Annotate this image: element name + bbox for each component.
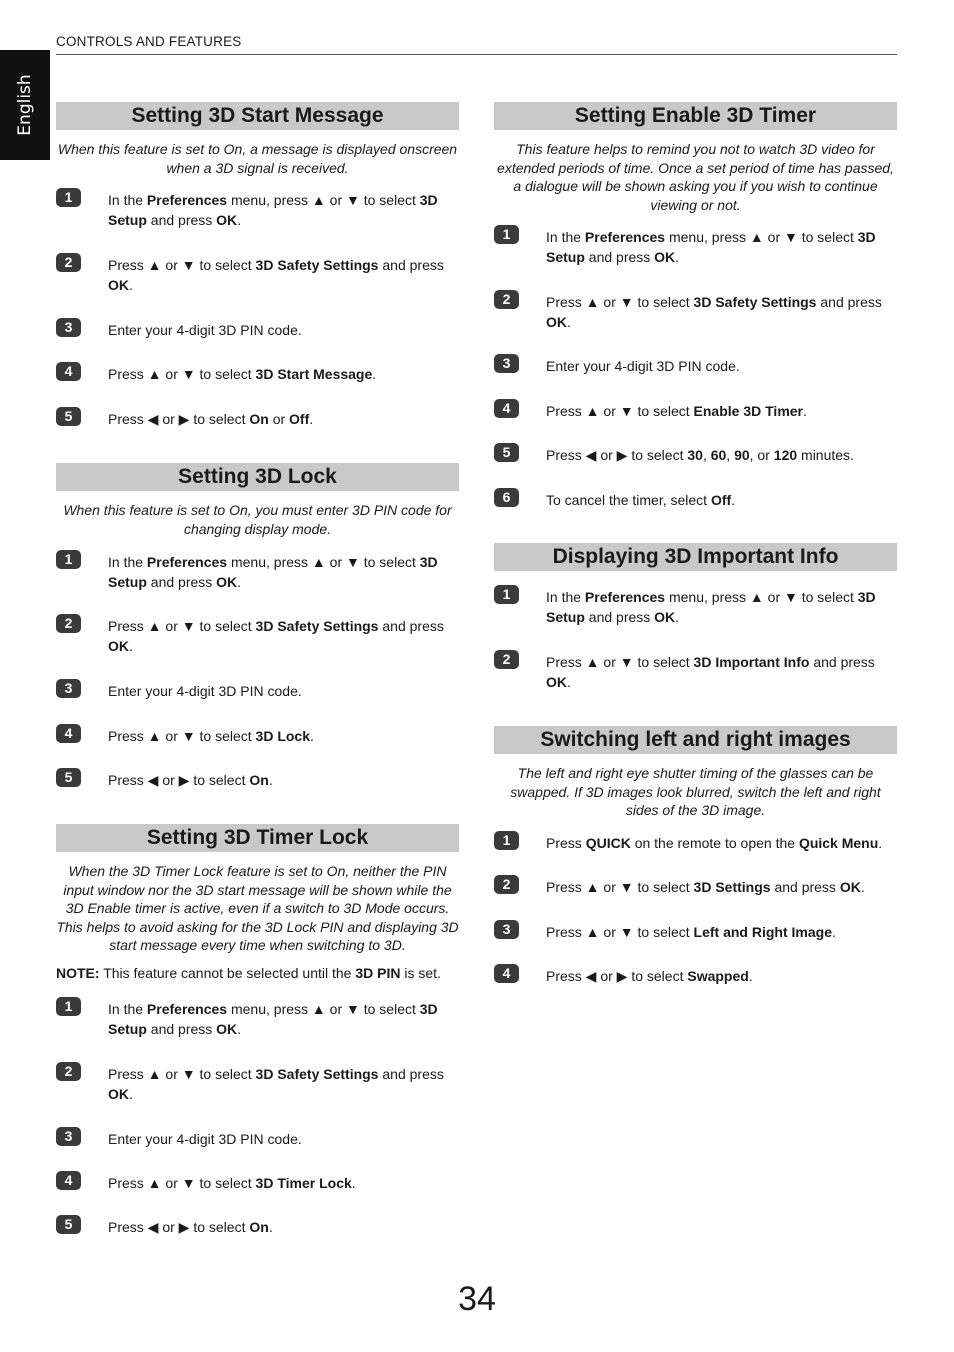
section-title-enable-3d-timer: Setting Enable 3D Timer [494, 102, 897, 130]
step-number-badge: 1 [56, 997, 81, 1016]
step-text: In the Preferences menu, press ▲ or ▼ to select 3D Setup and press OK. [108, 192, 438, 228]
emphasis-text: OK [546, 314, 567, 330]
step-text: Press ▲ or ▼ to select 3D Safety Settings and press OK. [108, 1066, 444, 1102]
emphasis-text: 3D Start Message [255, 366, 373, 382]
section-intro-switching-images: The left and right eye shutter timing of the glasses can be swapped. If 3D images look blurred, switch the left and right sides of the 3D image. [510, 765, 881, 818]
step-number-badge: 4 [56, 1171, 81, 1190]
step-text: Press ◀ or ▶ to select On or Off. [108, 411, 314, 427]
step-number-badge: 6 [494, 488, 519, 507]
emphasis-text: 120 [773, 447, 798, 463]
emphasis-text: OK [546, 674, 567, 690]
emphasis-text: 3D Settings [693, 879, 771, 895]
emphasis-text: 3D Setup [546, 229, 876, 265]
language-tab-label: English [15, 74, 35, 136]
step-text: Press ◀ or ▶ to select Swapped. [546, 968, 753, 984]
step-text: Enter your 4-digit 3D PIN code. [108, 1131, 302, 1147]
step-number-badge: 3 [494, 354, 519, 373]
step-text: Press ▲ or ▼ to select 3D Safety Settings and press OK. [546, 294, 882, 330]
step-text: Enter your 4-digit 3D PIN code. [108, 683, 302, 699]
step-text: Press QUICK on the remote to open the Quick Menu. [546, 835, 883, 851]
section-title-3d-important-info: Displaying 3D Important Info [494, 543, 897, 571]
step-text: Press ▲ or ▼ to select 3D Lock. [108, 728, 314, 744]
step-text: Enter your 4-digit 3D PIN code. [108, 322, 302, 338]
section-intro-3d-timer-lock: When the 3D Timer Lock feature is set to On, neither the PIN input window nor the 3D start message will be shown while the 3D Enable timer is active, even if a switch to 3D Mode occurs. This helps to avoid asking for the 3D Lock PIN and displaying 3D start message every time when switching to 3D. [56, 863, 459, 953]
section-title-switching-images: Switching left and right images [494, 726, 897, 754]
step-number-badge: 1 [56, 188, 81, 207]
emphasis-text: 3D Safety Settings [255, 257, 379, 273]
emphasis-text: Quick Menu [798, 835, 879, 851]
step-number-badge: 1 [494, 585, 519, 604]
emphasis-text: 3D Setup [108, 1001, 438, 1037]
section-title-3d-start-message: Setting 3D Start Message [56, 102, 459, 130]
step-text: Press ▲ or ▼ to select Left and Right Image. [546, 924, 836, 940]
section-intro-enable-3d-timer: This feature helps to remind you not to watch 3D video for extended periods of time. Once a set period of time has passed, a dialogue will be shown asking you if you wish to continue viewing or not. [497, 141, 894, 213]
step-text: Press ▲ or ▼ to select 3D Start Message. [108, 366, 377, 382]
emphasis-text: 30 [687, 447, 703, 463]
emphasis-text: NOTE: [56, 965, 100, 981]
emphasis-text: QUICK [585, 835, 631, 851]
emphasis-text: Preferences [146, 1001, 228, 1017]
page-number: 34 [458, 1280, 496, 1318]
emphasis-text: 3D Safety Settings [255, 1066, 379, 1082]
step-text: Press ▲ or ▼ to select 3D Safety Settings and press OK. [108, 257, 444, 293]
step-number-badge: 4 [56, 362, 81, 381]
emphasis-text: Preferences [146, 192, 228, 208]
step-text: Press ◀ or ▶ to select On. [108, 1219, 273, 1235]
step-text: In the Preferences menu, press ▲ or ▼ to select 3D Setup and press OK. [546, 229, 876, 265]
step-number-badge: 4 [494, 964, 519, 983]
section-title-3d-lock: Setting 3D Lock [56, 463, 459, 491]
emphasis-text: Enable 3D Timer [693, 403, 803, 419]
step-text: To cancel the timer, select Off. [546, 492, 736, 508]
emphasis-text: OK [216, 212, 238, 228]
emphasis-text: OK [108, 638, 129, 654]
step-text: Press ▲ or ▼ to select 3D Important Info and press OK. [546, 654, 875, 690]
step-text: Press ▲ or ▼ to select 3D Timer Lock. [108, 1175, 356, 1191]
emphasis-text: Off [289, 411, 310, 427]
step-number-badge: 2 [56, 253, 81, 272]
emphasis-text: Swapped [687, 968, 749, 984]
step-number-badge: 1 [494, 225, 519, 244]
step-number-badge: 4 [56, 724, 81, 743]
emphasis-text: 3D Safety Settings [255, 618, 379, 634]
step-number-badge: 5 [56, 768, 81, 787]
emphasis-text: OK [216, 1021, 238, 1037]
step-number-badge: 1 [56, 550, 81, 569]
step-number-badge: 5 [56, 407, 81, 426]
step-number-badge: 3 [494, 920, 519, 939]
step-text: Press ◀ or ▶ to select 30, 60, 90, or 120 minutes. [546, 447, 854, 463]
emphasis-text: On [249, 1219, 269, 1235]
emphasis-text: On [249, 772, 269, 788]
step-text: Press ▲ or ▼ to select Enable 3D Timer. [546, 403, 807, 419]
emphasis-text: 3D Important Info [693, 654, 810, 670]
emphasis-text: OK [654, 609, 676, 625]
emphasis-text: 3D Setup [108, 192, 438, 228]
step-number-badge: 5 [56, 1215, 81, 1234]
emphasis-text: 3D Timer Lock [255, 1175, 352, 1191]
page-header: CONTROLS AND FEATURES [56, 34, 242, 49]
step-text: Press ▲ or ▼ to select 3D Safety Settings and press OK. [108, 618, 444, 654]
step-text: Press ◀ or ▶ to select On. [108, 772, 273, 788]
section-intro-3d-lock: When this feature is set to On, you must enter 3D PIN code for changing display mode. [63, 502, 452, 537]
emphasis-text: Preferences [584, 589, 666, 605]
step-number-badge: 5 [494, 443, 519, 462]
emphasis-text: Preferences [584, 229, 666, 245]
step-number-badge: 2 [494, 650, 519, 669]
emphasis-text: OK [839, 879, 861, 895]
step-number-badge: 3 [56, 318, 81, 337]
step-text: In the Preferences menu, press ▲ or ▼ to select 3D Setup and press OK. [108, 554, 438, 590]
emphasis-text: OK [108, 277, 129, 293]
step-number-badge: 3 [56, 1127, 81, 1146]
emphasis-text: OK [654, 249, 676, 265]
emphasis-text: 3D Setup [546, 589, 876, 625]
step-number-badge: 1 [494, 831, 519, 850]
emphasis-text: 3D PIN [355, 965, 401, 981]
step-text: In the Preferences menu, press ▲ or ▼ to select 3D Setup and press OK. [546, 589, 876, 625]
section-title-3d-timer-lock: Setting 3D Timer Lock [56, 824, 459, 852]
emphasis-text: On [249, 411, 269, 427]
language-tab [0, 50, 50, 160]
step-number-badge: 2 [494, 875, 519, 894]
emphasis-text: Off [710, 492, 732, 508]
emphasis-text: 3D Safety Settings [693, 294, 817, 310]
emphasis-text: Left and Right Image [693, 924, 832, 940]
emphasis-text: 3D Lock [255, 728, 311, 744]
emphasis-text: Preferences [146, 554, 228, 570]
step-number-badge: 2 [494, 290, 519, 309]
section-intro-3d-start-message: When this feature is set to On, a message is displayed onscreen when a 3D signal is received. [57, 141, 458, 176]
header-divider [56, 54, 897, 55]
step-text: Enter your 4-digit 3D PIN code. [546, 358, 740, 374]
emphasis-text: 3D Setup [108, 554, 438, 590]
step-number-badge: 4 [494, 399, 519, 418]
emphasis-text: OK [216, 574, 238, 590]
note-text: NOTE: This feature cannot be selected until the 3D PIN is set. [56, 965, 441, 981]
step-text: In the Preferences menu, press ▲ or ▼ to select 3D Setup and press OK. [108, 1001, 438, 1037]
step-number-badge: 2 [56, 1062, 81, 1081]
step-number-badge: 2 [56, 614, 81, 633]
step-number-badge: 3 [56, 679, 81, 698]
emphasis-text: OK [108, 1086, 129, 1102]
step-text: Press ▲ or ▼ to select 3D Settings and press OK. [546, 879, 865, 895]
emphasis-text: 90 [734, 447, 750, 463]
emphasis-text: 60 [710, 447, 727, 463]
